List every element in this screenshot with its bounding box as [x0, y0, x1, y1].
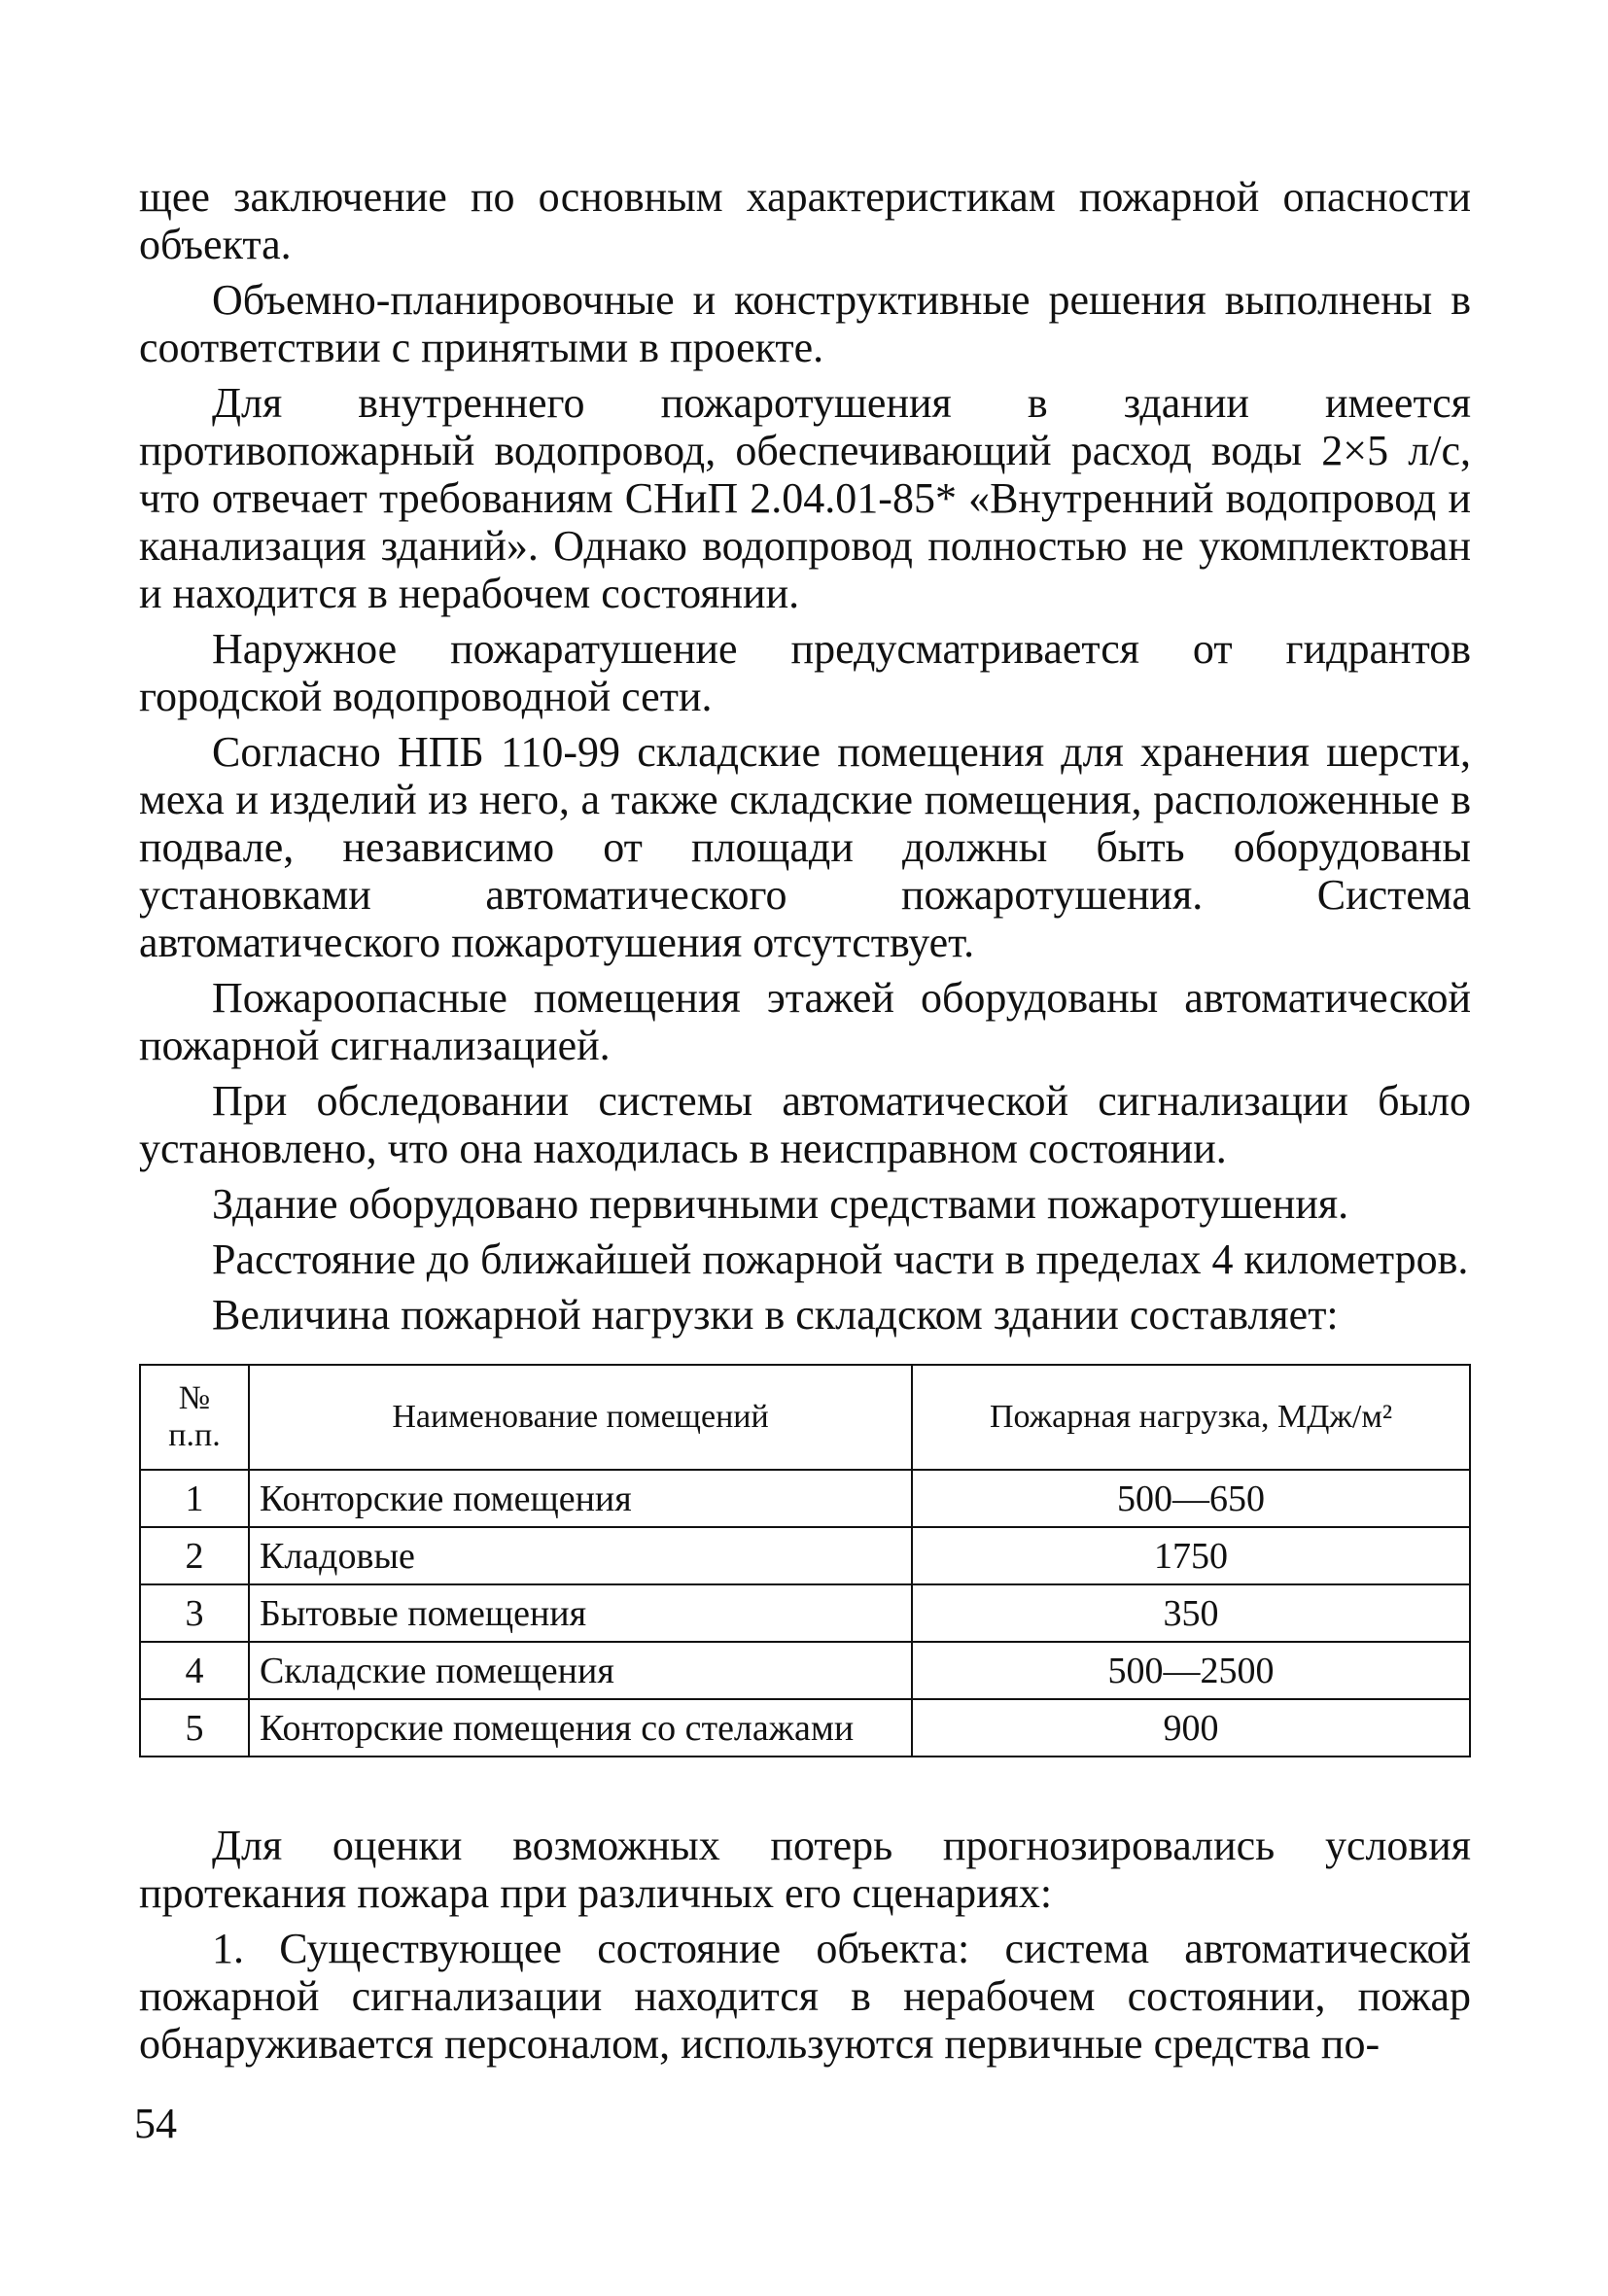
paragraph: Здание оборудовано первичными средствами пожаротушения.: [212, 1180, 1349, 1228]
row-fire-load: 350: [912, 1584, 1470, 1642]
paragraph: Для оценки возможных потерь прогнозировались условия протекания пожара при различных его сценариях:: [139, 1822, 1471, 1917]
row-number: 2: [140, 1527, 249, 1584]
row-fire-load: 900: [912, 1699, 1470, 1757]
row-number: 1: [140, 1470, 249, 1527]
row-fire-load: 500—650: [912, 1470, 1470, 1527]
paragraph: Согласно НПБ 110-99 складские помещения для хранения шерсти, меха и изделий из него, а также складские помещения, расположенные в подвале, независимо от площади должны быть оборудованы установками автоматического пожаротушения. Система автоматического пожаротушения отсутствует.: [139, 728, 1471, 966]
row-number: 5: [140, 1699, 249, 1757]
row-fire-load: 500—2500: [912, 1642, 1470, 1699]
fire-load-table: [139, 1364, 1471, 1757]
paragraph: Для внутреннего пожаротушения в здании имеется противопожарный водопровод, обеспечивающий расход воды 2×5 л/с, что отвечает требованиям СНиП 2.04.01-85* «Внутренний водопровод и канализация зданий». Однако водопровод полностью не укомплектован и находится в нерабочем состоянии.: [139, 379, 1471, 617]
paragraph: При обследовании системы автоматической сигнализации было установлено, что она находилась в неисправном состоянии.: [139, 1077, 1471, 1172]
table-row: [140, 1699, 1470, 1757]
header-fire-load: Пожарная нагрузка, МДж/м²: [912, 1365, 1470, 1470]
row-room-name: Складские помещения: [249, 1642, 912, 1699]
row-room-name: Конторские помещения со стелажами: [249, 1699, 912, 1757]
document-body-bottom: [139, 1822, 1471, 2075]
header-room-name: Наименование помещений: [249, 1365, 912, 1470]
row-number: 3: [140, 1584, 249, 1642]
paragraph: Расстояние до ближайшей пожарной части в пределах 4 километров.: [212, 1235, 1469, 1283]
paragraph: Наружное пожаратушение предусматривается от гидрантов городской водопроводной сети.: [139, 625, 1471, 720]
table-row: [140, 1642, 1470, 1699]
table-header-row: [140, 1365, 1470, 1470]
paragraph: Пожароопасные помещения этажей оборудованы автоматической пожарной сигнализацией.: [139, 974, 1471, 1069]
paragraph: Величина пожарной нагрузки в складском здании составляет:: [212, 1291, 1339, 1339]
row-room-name: Конторские помещения: [249, 1470, 912, 1527]
row-room-name: Бытовые помещения: [249, 1584, 912, 1642]
row-room-name: Кладовые: [249, 1527, 912, 1584]
page-number: 54: [134, 2100, 177, 2147]
row-number: 4: [140, 1642, 249, 1699]
header-number: № п.п.: [140, 1365, 249, 1470]
paragraph: Объемно-планировочные и конструктивные решения выполнены в соответствии с принятыми в проекте.: [139, 276, 1471, 371]
table-row: [140, 1584, 1470, 1642]
document-body-top: [139, 173, 1471, 1346]
table-row: [140, 1470, 1470, 1527]
table-row: [140, 1527, 1470, 1584]
paragraph: 1. Существующее состояние объекта: система автоматической пожарной сигнализации находится в нерабочем состоянии, пожар обнаруживается персоналом, используются первичные средства по-: [139, 1925, 1471, 2068]
row-fire-load: 1750: [912, 1527, 1470, 1584]
paragraph: щее заключение по основным характеристикам пожарной опасности объекта.: [139, 173, 1471, 268]
